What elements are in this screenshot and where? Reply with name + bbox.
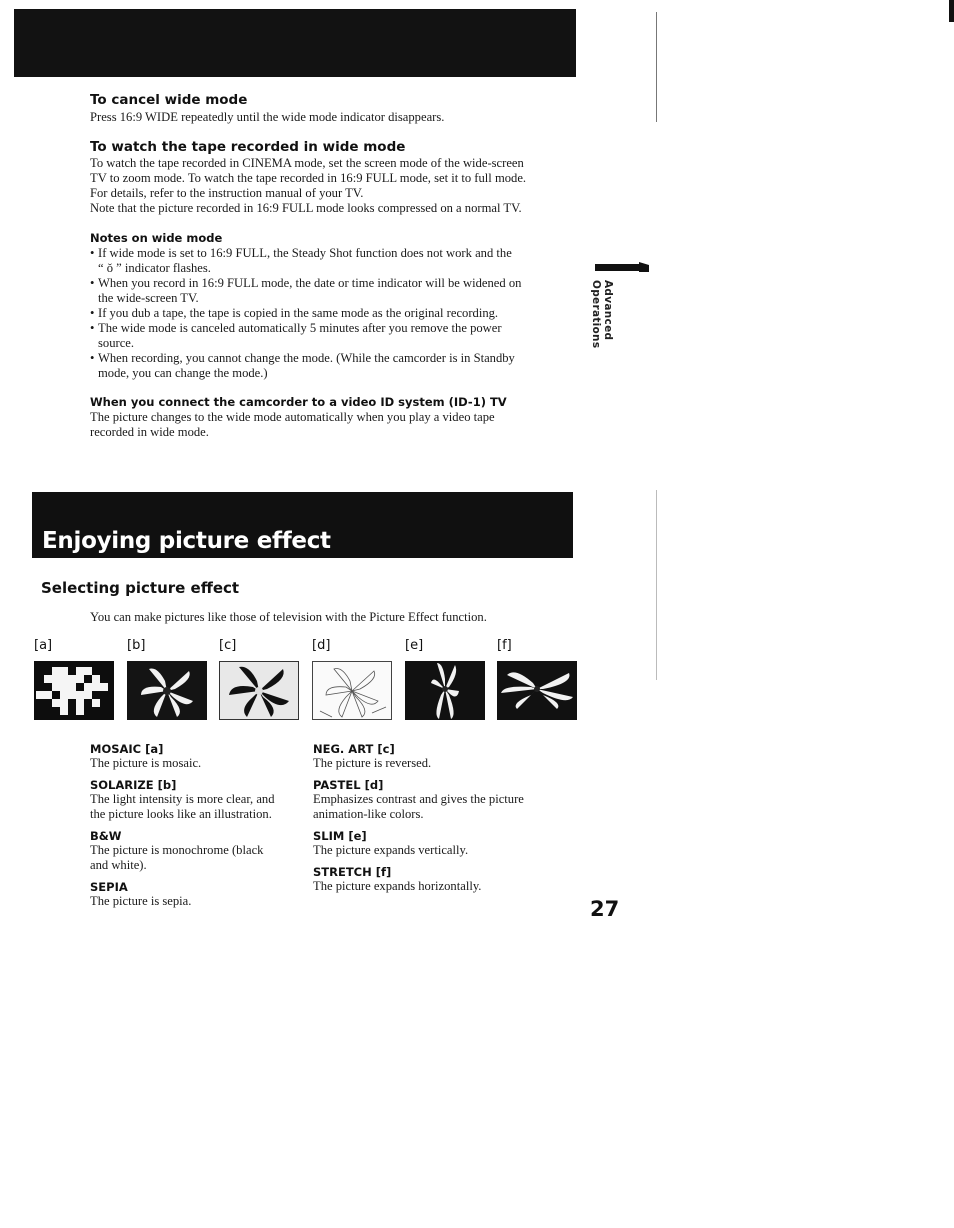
- section-title: Enjoying picture effect: [42, 528, 331, 554]
- edge-marker: [949, 0, 954, 22]
- note-line: • The wide mode is canceled automatically 5 minutes after you remove the power: [98, 321, 502, 335]
- effect-desc: The light intensity is more clear, and: [90, 792, 275, 806]
- watch-line: For details, refer to the instruction manual of your TV.: [90, 186, 364, 200]
- note-line: “ ǒ ” indicator flashes.: [98, 261, 211, 275]
- scan-line: [656, 12, 657, 122]
- cancel-heading: To cancel wide mode: [90, 92, 248, 108]
- note-line: • If wide mode is set to 16:9 FULL, the Steady Shot function does not work and the: [98, 246, 512, 260]
- effect-desc: Emphasizes contrast and gives the picture: [313, 792, 524, 806]
- effect-desc: The picture is mosaic.: [90, 756, 202, 770]
- idsystem-line: recorded in wide mode.: [90, 425, 209, 439]
- effect-desc: The picture expands vertically.: [313, 843, 469, 857]
- slim-thumbnail: [405, 661, 485, 720]
- thumb-label-e: [e]: [405, 638, 424, 653]
- effect-name-pastel: PASTEL [d]: [313, 778, 384, 792]
- effect-name-bw: B&W: [90, 829, 122, 843]
- idsystem-line: The picture changes to the wide mode automatically when you play a video tape: [90, 410, 495, 424]
- effect-name-neg-art: NEG. ART [c]: [313, 742, 395, 756]
- effect-desc: animation-like colors.: [313, 807, 424, 821]
- cancel-text: Press 16:9 WIDE repeatedly until the wide mode indicator disappears.: [90, 110, 445, 124]
- header-band: [14, 9, 576, 77]
- note-item: [90, 306, 580, 321]
- watch-heading: To watch the tape recorded in wide mode: [90, 139, 406, 155]
- thumb-label-a: [a]: [34, 638, 53, 653]
- note-line: • When recording, you cannot change the mode. (While the camcorder is in Standby: [98, 351, 515, 365]
- thumb-label-f: [f]: [497, 638, 512, 653]
- effect-name-slim: SLIM [e]: [313, 829, 367, 843]
- watch-body: [90, 156, 590, 216]
- effect-name-sepia: SEPIA: [90, 880, 128, 894]
- neg-art-thumbnail: [219, 661, 299, 720]
- subheading: Selecting picture effect: [41, 579, 240, 597]
- effect-desc: The picture is sepia.: [90, 894, 192, 908]
- thumb-label-c: [c]: [219, 638, 237, 653]
- thumb-label-d: [d]: [312, 638, 331, 653]
- effect-desc: The picture is monochrome (black: [90, 843, 264, 857]
- notes-list: [90, 246, 580, 381]
- effect-name-solarize: SOLARIZE [b]: [90, 778, 177, 792]
- note-line: • If you dub a tape, the tape is copied in the same mode as the original recording.: [98, 306, 499, 320]
- effect-desc: the picture looks like an illustration.: [90, 807, 272, 821]
- stretch-thumbnail: [497, 661, 577, 720]
- solarize-thumbnail: [127, 661, 207, 720]
- side-tab-label: Advanced Operations: [590, 280, 614, 349]
- page-number: 27: [590, 897, 620, 921]
- idsystem-heading: When you connect the camcorder to a video ID system (ID-1) TV: [90, 395, 507, 409]
- mosaic-thumbnail: [34, 661, 114, 720]
- watch-line: TV to zoom mode. To watch the tape recorded in 16:9 FULL mode, set it to full mode.: [90, 171, 527, 185]
- notes-heading: Notes on wide mode: [90, 231, 223, 245]
- note-item: [90, 321, 580, 351]
- watch-line: To watch the tape recorded in CINEMA mode, set the screen mode of the wide-screen: [90, 156, 524, 170]
- scan-line: [656, 490, 657, 680]
- note-line: the wide-screen TV.: [98, 291, 199, 305]
- note-item: [90, 246, 580, 276]
- note-line: mode, you can change the mode.): [98, 366, 268, 380]
- effect-name-stretch: STRETCH [f]: [313, 865, 392, 879]
- pastel-thumbnail: [312, 661, 392, 720]
- note-item: [90, 276, 580, 306]
- watch-line: Note that the picture recorded in 16:9 FULL mode looks compressed on a normal TV.: [90, 201, 522, 215]
- note-line: source.: [98, 336, 135, 350]
- effect-desc: and white).: [90, 858, 147, 872]
- effects-right-column: [313, 742, 573, 894]
- effect-desc: The picture is reversed.: [313, 756, 432, 770]
- section-band: [32, 492, 573, 558]
- thumb-label-b: [b]: [127, 638, 146, 653]
- effect-name-mosaic: MOSAIC [a]: [90, 742, 164, 756]
- effect-desc: The picture expands horizontally.: [313, 879, 482, 893]
- effects-left-column: [90, 742, 300, 909]
- idsystem-body: [90, 410, 570, 440]
- side-tab-marker: [595, 262, 649, 272]
- note-line: • When you record in 16:9 FULL mode, the date or time indicator will be widened on: [98, 276, 522, 290]
- note-item: [90, 351, 580, 381]
- section-intro: You can make pictures like those of television with the Picture Effect function.: [90, 610, 487, 624]
